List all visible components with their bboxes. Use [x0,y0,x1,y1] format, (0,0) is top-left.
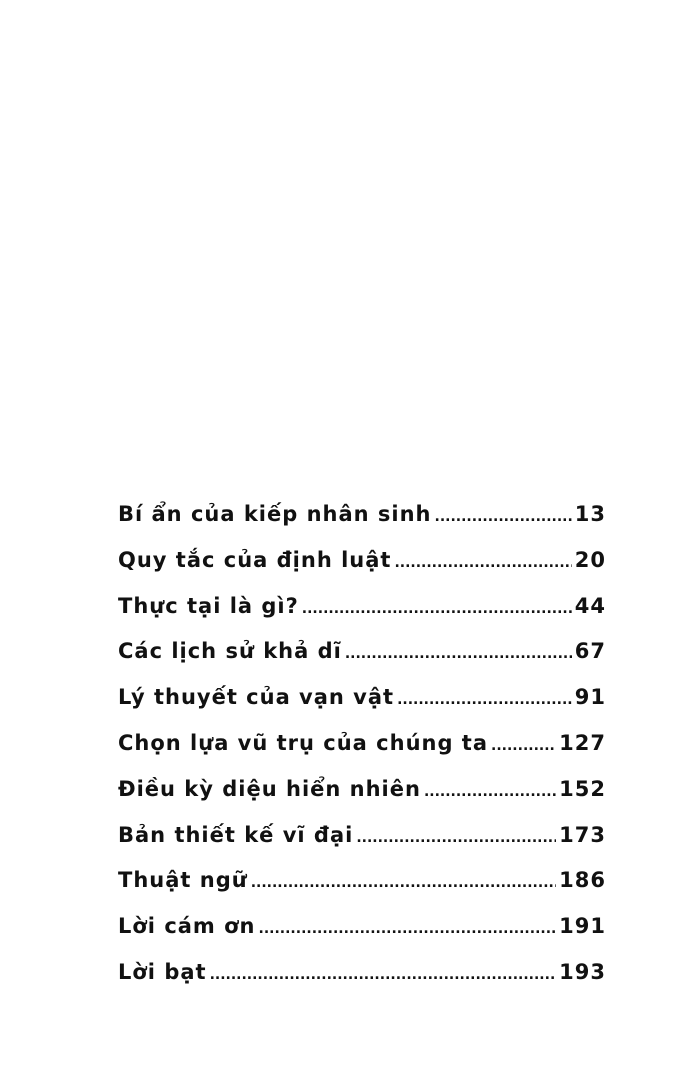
toc-entry-page: 173 [559,822,606,847]
toc-dot-leader [302,601,572,617]
toc-entry-page: 44 [574,593,606,618]
toc-entry[interactable] [118,823,606,869]
toc-entry-title: Bí ẩn của kiếp nhân sinh [118,502,432,526]
toc-entry-page: 20 [574,547,606,572]
toc-entry-title: Bản thiết kế vĩ đại [118,822,354,847]
toc-dot-leader [210,967,557,983]
toc-entry-page: 193 [559,959,606,984]
toc-entry-page: 191 [559,914,606,939]
toc-entry[interactable] [118,502,606,548]
toc-dot-leader [259,921,557,937]
toc-entry[interactable] [118,731,606,777]
toc-entry-title: Thuật ngữ [118,868,248,893]
toc-dot-leader [251,875,556,891]
toc-entry-page: 152 [559,776,606,801]
toc-entry-page: 67 [574,639,606,664]
toc-entry-title: Thực tại là gì? [118,593,299,618]
toc-entry-page: 91 [574,685,606,710]
toc-entry-title: Lý thuyết của vạn vật [118,685,395,710]
toc-dot-leader [345,646,572,662]
toc-entry[interactable] [118,548,606,594]
toc-dot-leader [356,830,556,846]
toc-entry-page: 186 [559,868,606,893]
toc-dot-leader [397,692,572,708]
toc-entry[interactable] [118,777,606,823]
toc-entry[interactable] [118,594,606,640]
table-of-contents [118,502,606,1006]
toc-entry-title: Quy tắc của định luật [118,547,392,572]
toc-entry-title: Lời cám ơn [118,914,256,939]
toc-dot-leader [491,738,556,754]
toc-entry-title: Các lịch sử khả dĩ [118,639,342,664]
toc-entry-title: Điều kỳ diệu hiển nhiên [118,776,421,801]
toc-dot-leader [435,509,572,525]
toc-entry[interactable] [118,914,606,960]
toc-entry-title: Lời bạt [118,959,207,984]
toc-entry[interactable] [118,639,606,685]
toc-entry[interactable] [118,685,606,731]
toc-entry[interactable] [118,960,606,1006]
toc-dot-leader [394,555,571,571]
toc-entry-title: Chọn lựa vũ trụ của chúng ta [118,730,489,755]
toc-dot-leader [424,784,556,800]
toc-entry[interactable] [118,868,606,914]
toc-entry-page: 13 [574,502,606,526]
toc-entry-page: 127 [559,730,606,755]
